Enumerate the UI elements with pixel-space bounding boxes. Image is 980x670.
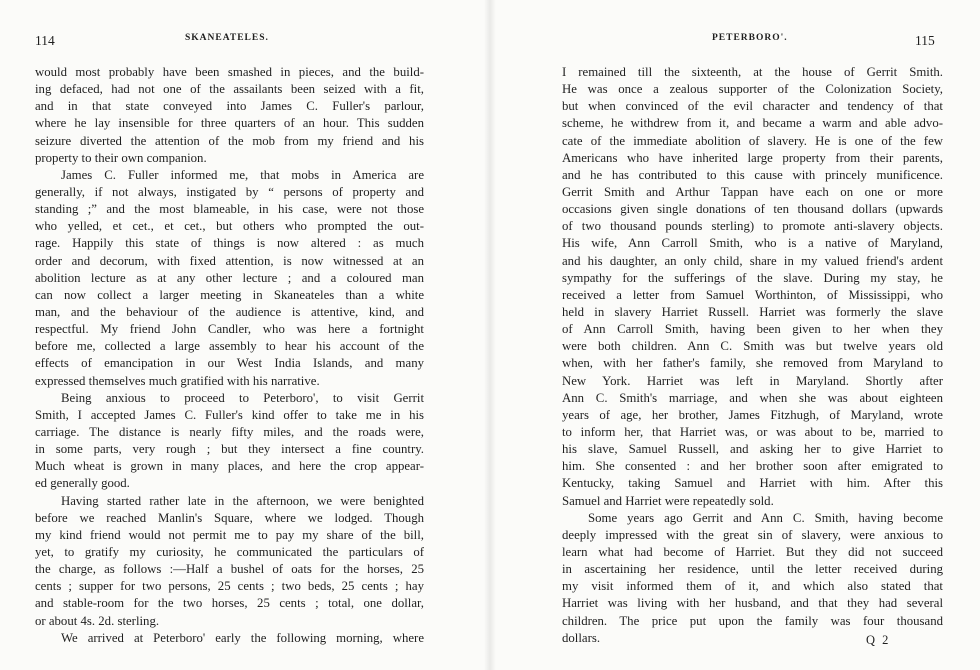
text-line: scheme, he withdrew from it, and became a warm and able advo- <box>562 116 943 131</box>
text-line: Harriet was living with her husband, and that they had several <box>562 596 943 611</box>
text-line: in ascertaining her residence, until the letter received during <box>562 562 943 577</box>
text-line: dollars. <box>562 630 601 645</box>
text-line: and stable-room for the two horses, 25 cents ; total, one dollar, <box>35 596 424 611</box>
text-line: cents ; supper for two persons, 25 cents ; two beds, 25 cents ; hay <box>35 579 424 594</box>
text-line: He was once a zealous supporter of the Colonization Society, <box>562 82 943 97</box>
left-page-number: 114 <box>35 33 55 48</box>
text-line: years of age, her brother, James Fitzhugh, of Maryland, wrote <box>562 407 943 422</box>
right-page-body <box>562 64 943 647</box>
text-line: to inform her, that Harriet was, or was about to be, married to <box>562 424 943 439</box>
text-line: sympathy for the sufferings of the slave. During my stay, he <box>562 270 943 285</box>
right-page-number: 115 <box>915 33 935 48</box>
text-line: held in slavery Harriet Russell. Harriet was formerly the slave <box>562 304 943 319</box>
text-line: man, and the behaviour of the audience is attentive, kind, and <box>35 304 424 319</box>
text-line: cate of the immediate abolition of slavery. He is one of the few <box>562 133 943 148</box>
text-line: learn what had become of Harriet. But they did not succeed <box>562 544 943 559</box>
text-line: Ann C. Smith's marriage, and when she was about eighteen <box>562 390 943 405</box>
text-line: Smith, I accepted James C. Fuller's kind offer to take me in his <box>35 407 424 422</box>
text-line: Samuel and Harriet were repeatedly sold. <box>562 493 774 508</box>
left-page-body <box>35 64 424 647</box>
text-line: James C. Fuller informed me, that mobs in America are <box>61 167 424 182</box>
text-line: my kind friend would not permit me to pay my share of the bill, <box>35 527 424 542</box>
text-line: where he lay insensible for three quarters of an hour. This sudden <box>35 116 424 131</box>
text-line: his slave, Samuel Russell, and asking her to give Harriet to <box>562 442 943 457</box>
text-line: carriage. The distance is nearly fifty miles, and the roads were, <box>35 424 424 439</box>
text-line: can now collect a larger meeting in Skaneateles than a white <box>35 287 424 302</box>
text-line: ed generally good. <box>35 476 130 491</box>
text-line: him. She consented : and her brother soon after emigrated to <box>562 459 943 474</box>
text-line: abolition lecture as at any other lecture ; and a coloured man <box>35 270 424 285</box>
right-page <box>490 0 980 670</box>
text-line: effects of emancipation in our West India Islands, and many <box>35 356 424 371</box>
right-running-head: PETERBORO'. <box>712 33 788 43</box>
text-line: Gerrit Smith and Arthur Tappan have each on one or more <box>562 184 943 199</box>
text-line: and his daughter, an only child, share in my valued friend's ardent <box>562 253 943 268</box>
text-line: rage. Happily this state of things is now altered : as much <box>35 236 424 251</box>
text-line: and he has contributed to this cause with princely munificence. <box>562 167 943 182</box>
text-line: yet, to gratify my curiosity, he communicated the particulars of <box>35 544 424 559</box>
text-line: before we reached Manlin's Square, where we lodged. Though <box>35 510 424 525</box>
text-line: I remained till the sixteenth, at the house of Gerrit Smith. <box>562 65 943 79</box>
text-line: deeply impressed with the great sin of slavery, were anxious to <box>562 527 943 542</box>
text-line: the charge, as follows :—Half a bushel of oats for the horses, 25 <box>35 562 424 577</box>
text-line: before me, collected a large assembly to hear his account of the <box>35 339 424 354</box>
text-line: when, with her father's family, she removed from Maryland to <box>562 356 943 371</box>
text-line: and in that state conveyed into James C. Fuller's parlour, <box>35 99 424 114</box>
text-line: in some parts, very rough ; but they intersect a fine country. <box>35 442 424 457</box>
text-line: seizure diverted the attention of the mob from my friend and his <box>35 133 424 148</box>
text-line: Kentucky, taking Samuel and Harriet with him. After this <box>562 476 943 491</box>
text-line: expressed themselves much gratified with his narrative. <box>35 373 320 388</box>
text-line: Some years ago Gerrit and Ann C. Smith, having become <box>588 510 943 525</box>
text-line: of Ann Carroll Smith, having been given to her when they <box>562 322 943 337</box>
text-line: order and decorum, with fixed attention, is now witnessed at an <box>35 253 424 268</box>
text-line: We arrived at Peterboro' early the following morning, where <box>61 630 424 645</box>
text-line: would most probably have been smashed in pieces, and the build- <box>35 65 424 79</box>
text-line: who yelled, et cet., et cet., but others who prompted the out- <box>35 219 424 234</box>
text-line: property to their own companion. <box>35 150 207 165</box>
signature-mark: Q 2 <box>866 633 891 647</box>
text-line: generally, if not always, instigated by “ persons of property and <box>35 184 424 199</box>
text-line: Having started rather late in the afternoon, we were benighted <box>61 493 424 508</box>
text-line: Americans who have inherited large property from their parents, <box>562 150 943 165</box>
text-line: but when convinced of the evil character and tendency of that <box>562 99 943 114</box>
text-line: New York. Harriet was left in Maryland. Shortly after <box>562 373 943 388</box>
text-line: received a letter from Samuel Worthinton, of Mississippi, who <box>562 287 943 302</box>
text-line: Being anxious to proceed to Peterboro', to visit Gerrit <box>61 390 424 405</box>
text-line: occasions given single donations of ten thousand dollars (upwards <box>562 202 943 217</box>
text-line: or about 4s. 2d. sterling. <box>35 613 160 628</box>
text-line: standing ;” and the most blameable, in his case, were not those <box>35 202 424 217</box>
text-line: my visit informed them of it, and which also stated that <box>562 579 943 594</box>
text-line: were both children. Ann C. Smith was but twelve years old <box>562 339 943 354</box>
text-line: children. The price put upon the family was four thousand <box>562 613 943 628</box>
text-line: Much wheat is grown in many places, and here the crop appear- <box>35 459 424 474</box>
text-line: ing defaced, had not one of the assailants been seized with a fit, <box>35 82 424 97</box>
left-running-head: SKANEATELES. <box>185 33 269 43</box>
text-line: of two thousand pounds sterling) to promote anti-slavery objects. <box>562 219 943 234</box>
text-line: respectful. My friend John Candler, who was here a fortnight <box>35 322 424 337</box>
text-line: His wife, Ann Carroll Smith, who is a native of Maryland, <box>562 236 943 251</box>
